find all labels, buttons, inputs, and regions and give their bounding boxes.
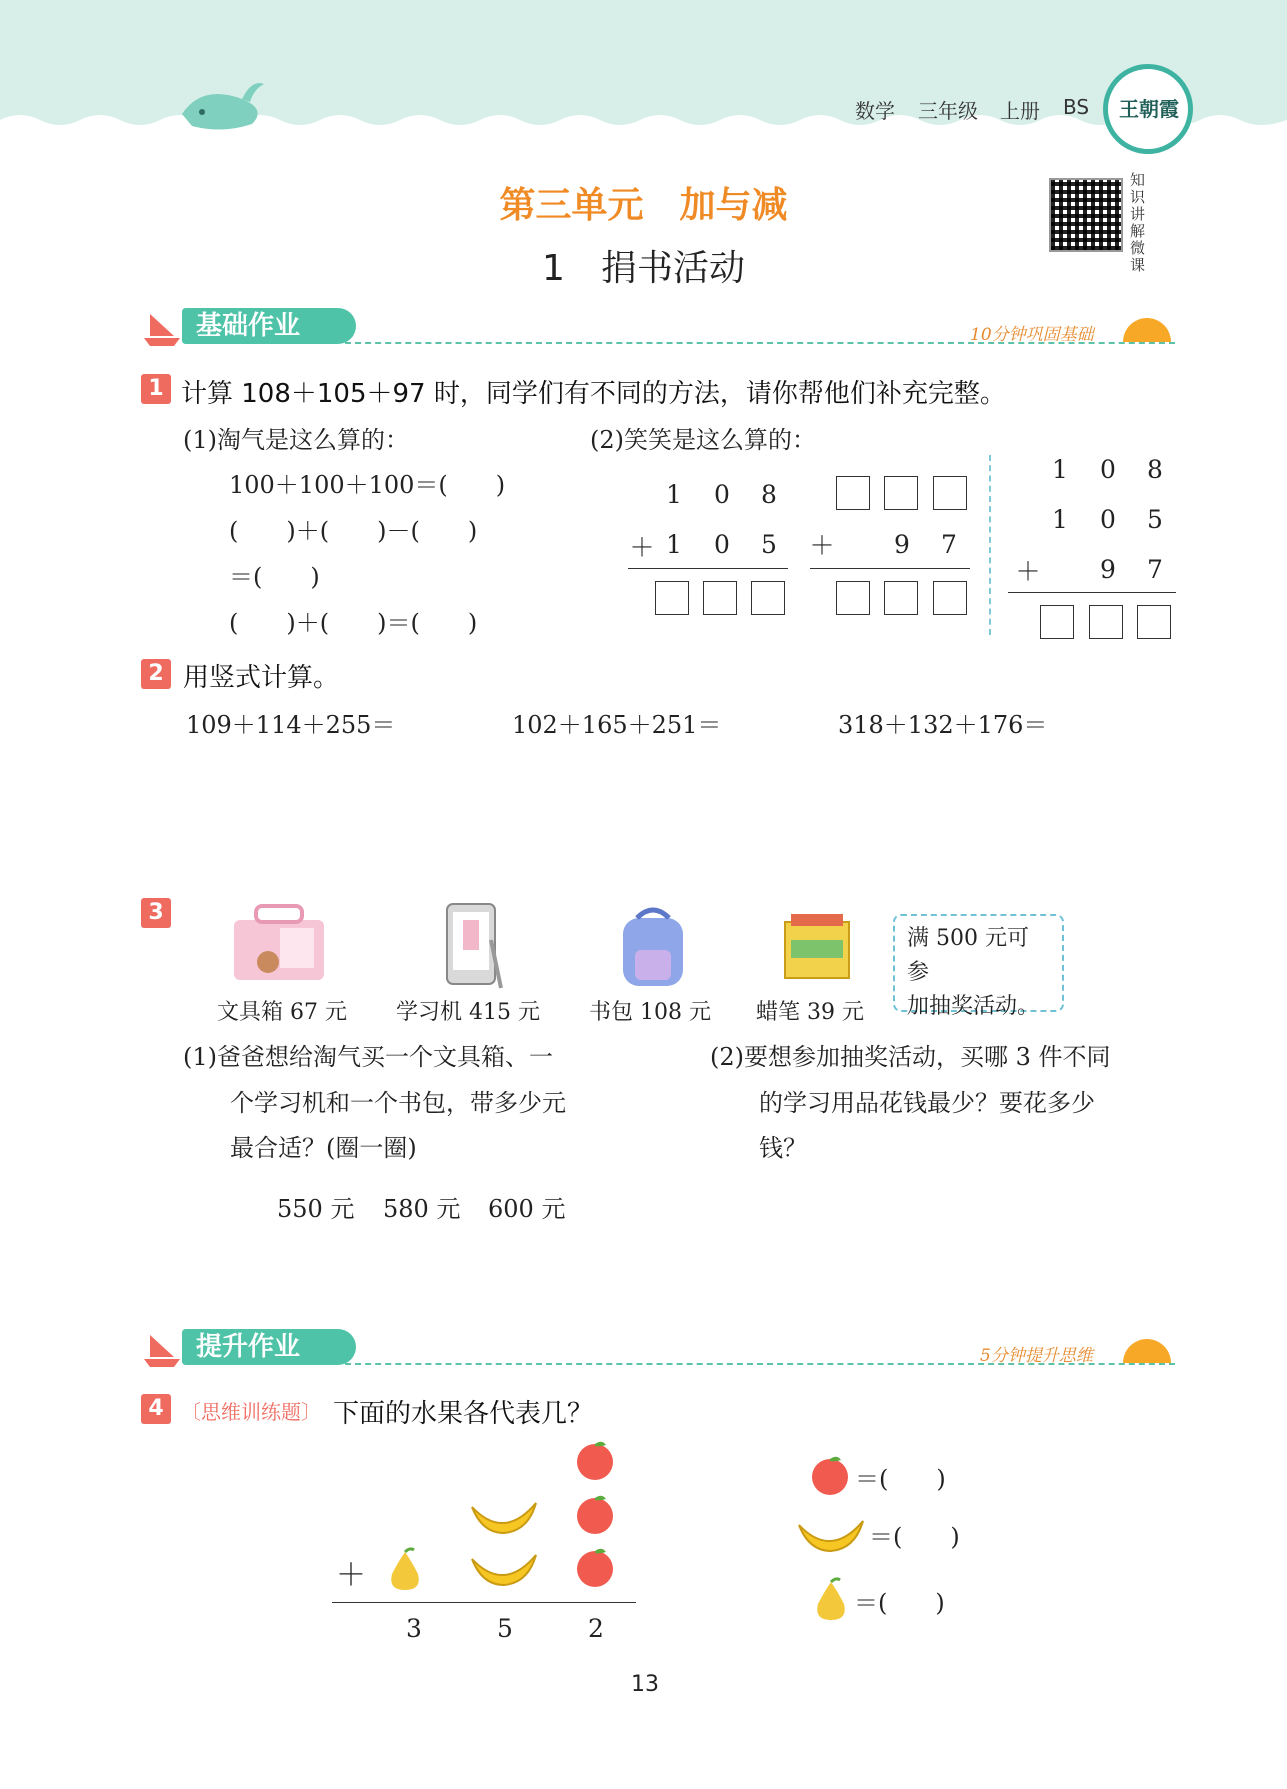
answer-box[interactable]	[836, 581, 870, 615]
q2-expression: 102＋165＋251＝	[512, 711, 722, 739]
plus-sign: ＋	[629, 533, 655, 562]
q1-part2-label: (2)笑笑是这么算的：	[590, 426, 816, 454]
digit: 7	[941, 530, 957, 559]
sailboat-icon	[142, 1329, 182, 1369]
whale-icon	[172, 74, 272, 134]
q2-expression: 318＋132＋176＝	[838, 711, 1048, 739]
backpack-image	[613, 902, 693, 990]
option-580[interactable]: 580 元	[383, 1195, 461, 1223]
digit: 7	[1147, 555, 1163, 584]
edition-label: BS	[1063, 95, 1090, 119]
answer-box[interactable]	[933, 581, 967, 615]
item-label-backpack: 书包 108 元	[589, 1000, 711, 1025]
learning-machine-image	[443, 900, 505, 990]
pear-answer[interactable]: ＝( )	[854, 1589, 945, 1617]
digit: 0	[1100, 505, 1116, 534]
sum-line	[810, 568, 970, 569]
plus-sign: ＋	[809, 531, 835, 560]
sum-line	[332, 1602, 636, 1603]
qr-code[interactable]	[1049, 178, 1123, 252]
sum-digit: 3	[406, 1614, 422, 1643]
stationery-box-image	[228, 902, 330, 984]
answer-box[interactable]	[655, 581, 689, 615]
q1-part1-line: ( )＋( )＝( )	[229, 609, 478, 637]
apple-icon	[572, 1544, 618, 1590]
answer-box[interactable]	[751, 581, 785, 615]
digit: 5	[761, 530, 777, 559]
q4-tag: 〔思维训练题〕	[181, 1400, 321, 1424]
sun-icon	[1123, 318, 1171, 342]
q3-part2-line: 的学习用品花钱最少？要花多少	[759, 1089, 1095, 1117]
answer-box[interactable]	[1040, 605, 1074, 639]
banana-icon	[795, 1515, 867, 1555]
grade-label: 三年级	[918, 99, 978, 123]
q1-part1-line: 100＋100＋100＝( )	[229, 471, 506, 499]
crayon-box-image	[781, 910, 856, 988]
subject-label: 数学	[855, 99, 895, 123]
pear-icon	[382, 1546, 428, 1592]
answer-box[interactable]	[836, 476, 870, 510]
divider-dashed	[989, 455, 991, 635]
apple-icon	[572, 1491, 618, 1537]
brand-logo-text: 王朝霞	[1119, 97, 1179, 121]
answer-box[interactable]	[884, 476, 918, 510]
digit: 1	[1052, 455, 1068, 484]
answer-box[interactable]	[1137, 605, 1171, 639]
volume-label: 上册	[1000, 99, 1040, 123]
option-600[interactable]: 600 元	[488, 1195, 566, 1223]
answer-box[interactable]	[703, 581, 737, 615]
banana-answer[interactable]: ＝( )	[869, 1523, 960, 1551]
lottery-note-line: 满 500 元可参	[907, 926, 1029, 985]
sum-line	[628, 568, 788, 569]
digit: 9	[894, 530, 910, 559]
banana-icon	[468, 1549, 540, 1589]
question-2-text: 用竖式计算。	[183, 663, 340, 693]
question-number-4: 4	[141, 1394, 171, 1424]
q3-part1-line: 最合适？(圈一圈)	[230, 1134, 417, 1162]
item-label-learning-machine: 学习机 415 元	[396, 1000, 540, 1025]
apple-answer[interactable]: ＝( )	[855, 1465, 946, 1493]
section-advanced-title: 提升作业	[182, 1329, 356, 1365]
digit: 1	[666, 480, 682, 509]
sailboat-icon	[142, 308, 182, 348]
q3-part1-line: (1)爸爸想给淘气买一个文具箱、一	[183, 1043, 553, 1071]
option-550[interactable]: 550 元	[277, 1195, 355, 1223]
item-label-crayons: 蜡笔 39 元	[756, 1000, 864, 1025]
question-number-3: 3	[141, 898, 171, 928]
question-number-2: 2	[141, 659, 171, 689]
plus-sign: ＋	[336, 1558, 366, 1593]
digit: 5	[1147, 505, 1163, 534]
sum-digit: 5	[497, 1614, 513, 1643]
digit: 0	[1100, 455, 1116, 484]
sum-line	[1008, 592, 1176, 593]
apple-icon	[572, 1437, 618, 1483]
question-number-1: 1	[141, 374, 171, 404]
sun-icon	[1123, 1339, 1171, 1363]
section-basic-title: 基础作业	[182, 308, 356, 344]
q2-expression: 109＋114＋255＝	[186, 711, 396, 739]
answer-box[interactable]	[884, 581, 918, 615]
digit: 1	[1052, 505, 1068, 534]
digit: 8	[761, 480, 777, 509]
lottery-note-line: 加抽奖活动。	[907, 994, 1040, 1019]
page-number: 13	[631, 1672, 659, 1697]
qr-label: 知识讲解微课	[1130, 171, 1146, 274]
lesson-title: 1 捐书活动	[542, 248, 745, 289]
q1-part1-label: (1)淘气是这么算的：	[183, 426, 409, 454]
question-1-text: 计算 108＋105＋97 时，同学们有不同的方法，请你帮他们补充完整。	[181, 379, 1006, 409]
pear-icon	[808, 1576, 854, 1622]
section-basic-note: 10分钟巩固基础	[970, 325, 1094, 345]
digit: 0	[714, 530, 730, 559]
q3-part1-line: 个学习机和一个书包，带多少元	[230, 1089, 566, 1117]
lottery-note-box	[893, 914, 1064, 1019]
unit-title: 第三单元 加与减	[499, 185, 788, 226]
apple-icon	[807, 1452, 853, 1498]
q1-part1-line: ＝( )	[229, 563, 320, 591]
digit: 1	[666, 530, 682, 559]
sum-digit: 2	[588, 1614, 604, 1643]
digit: 8	[1147, 455, 1163, 484]
question-4-text: 下面的水果各代表几？	[333, 1399, 594, 1429]
item-label-stationery-box: 文具箱 67 元	[217, 1000, 347, 1025]
digit: 0	[714, 480, 730, 509]
q3-part2-line: (2)要想参加抽奖活动，买哪 3 件不同	[710, 1043, 1111, 1071]
q1-part1-line: ( )＋( )－( )	[229, 517, 478, 545]
q3-part2-line: 钱？	[759, 1134, 807, 1162]
digit: 9	[1100, 555, 1116, 584]
banana-icon	[468, 1497, 540, 1537]
answer-box[interactable]	[1089, 605, 1123, 639]
answer-box[interactable]	[933, 476, 967, 510]
section-advanced-note: 5分钟提升思维	[980, 1346, 1093, 1366]
plus-sign: ＋	[1015, 557, 1041, 586]
